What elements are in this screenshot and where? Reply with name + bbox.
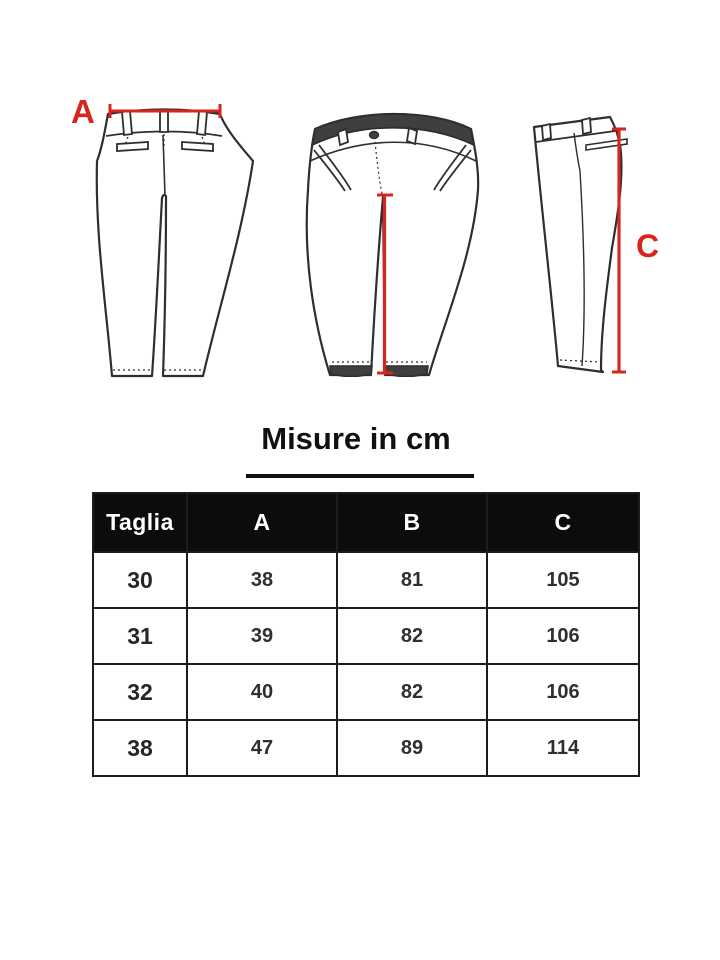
- size-table-header-row: [93, 493, 639, 552]
- cell-a: 38: [187, 552, 337, 608]
- cell-size: 31: [93, 608, 187, 664]
- header-cell-b: B: [337, 493, 487, 552]
- cell-size: 38: [93, 720, 187, 776]
- title-underline: [246, 474, 474, 478]
- table-row: [93, 552, 639, 608]
- page-title: Misure in cm: [261, 421, 451, 456]
- cell-size: 32: [93, 664, 187, 720]
- cell-c: 106: [487, 664, 639, 720]
- header-cell-a: A: [187, 493, 337, 552]
- measure-label-a: A: [71, 93, 95, 130]
- pants-front-outline: [307, 114, 478, 375]
- table-row: [93, 720, 639, 776]
- cell-c: 106: [487, 608, 639, 664]
- table-row: [93, 608, 639, 664]
- cell-c: 105: [487, 552, 639, 608]
- cell-c: 114: [487, 720, 639, 776]
- cell-b: 82: [337, 664, 487, 720]
- pants-side-view-illustration: [530, 108, 650, 376]
- cell-a: 47: [187, 720, 337, 776]
- cell-a: 39: [187, 608, 337, 664]
- size-table: [92, 492, 640, 777]
- header-cell-taglia: Taglia: [93, 493, 187, 552]
- cell-b: 82: [337, 608, 487, 664]
- table-row: [93, 664, 639, 720]
- button: [370, 132, 379, 139]
- pants-front-view-illustration: [305, 105, 480, 377]
- cell-b: 89: [337, 720, 487, 776]
- pants-back-view-illustration: [92, 102, 260, 382]
- measure-label-c: C: [636, 228, 660, 264]
- dark-hems: [330, 366, 428, 377]
- cell-size: 30: [93, 552, 187, 608]
- cell-a: 40: [187, 664, 337, 720]
- cell-b: 81: [337, 552, 487, 608]
- header-cell-c: C: [487, 493, 639, 552]
